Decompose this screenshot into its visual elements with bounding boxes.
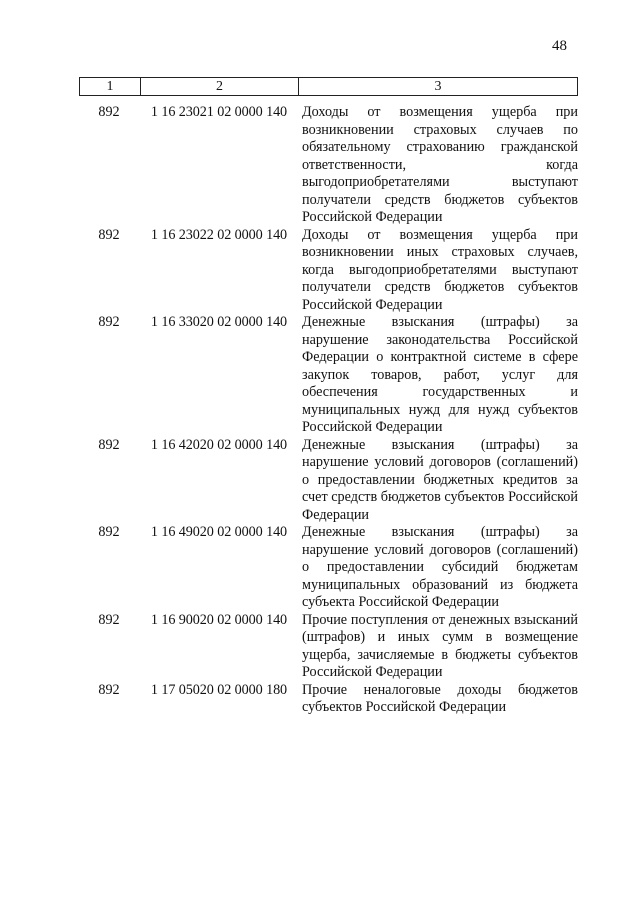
admin-code: 892 [98, 681, 120, 698]
income-description: Доходы от возмещения ущерба при возникновении иных страховых случаев, когда выгодоприобретателями выступают получатели средств бюджетов субъектов Российской Федерации [302, 226, 578, 313]
budget-classification-code: 1 17 05020 02 0000 180 [150, 681, 288, 698]
admin-code: 892 [98, 104, 120, 120]
table-row [79, 612, 578, 682]
table-row [79, 682, 578, 717]
admin-code: 892 [98, 524, 120, 540]
table-row [79, 104, 578, 227]
income-description: Доходы от возмещения ущерба при возникновении страховых случаев по обязательному страхованию гражданской ответственности, когда выгодоприобретателями выступают получатели средств бюджетов субъектов Российской Федерации [302, 104, 578, 225]
admin-code: 892 [98, 226, 120, 243]
table-body [79, 104, 578, 717]
column-header-2: 2 [141, 78, 299, 96]
page-number: 48 [552, 38, 567, 54]
admin-code: 892 [98, 611, 120, 628]
admin-code: 892 [98, 314, 120, 330]
income-description: Денежные взыскания (штрафы) за нарушение законодательства Российской Федерации о контрактной системе в сфере закупок товаров, работ, услуг для обеспечения государственных и муниципальных нужд для нужд субъектов Российской Федерации [302, 314, 578, 435]
budget-classification-code: 1 16 33020 02 0000 140 [150, 314, 288, 330]
budget-classification-code: 1 16 49020 02 0000 140 [150, 524, 288, 540]
admin-code: 892 [98, 436, 120, 453]
table-row [79, 314, 578, 437]
column-header-1: 1 [80, 78, 141, 96]
table-row [79, 524, 578, 612]
income-description: Денежные взыскания (штрафы) за нарушение условий договоров (соглашений) о предоставлении бюджетных кредитов за счет средств бюджетов субъектов Российской Федерации [302, 436, 578, 523]
column-header-row [80, 78, 578, 96]
income-description: Денежные взыскания (штрафы) за нарушение условий договоров (соглашений) о предоставлении субсидий бюджетам муниципальных образований из бюджета субъекта Российской Федерации [302, 524, 578, 610]
budget-classification-code: 1 16 23022 02 0000 140 [150, 226, 288, 243]
budget-classification-code: 1 16 90020 02 0000 140 [150, 611, 288, 628]
income-description: Прочие неналоговые доходы бюджетов субъектов Российской Федерации [302, 681, 578, 715]
budget-classification-code: 1 16 23021 02 0000 140 [150, 104, 288, 120]
income-description: Прочие поступления от денежных взысканий (штрафов) и иных сумм в возмещение ущерба, зачисляемые в бюджеты субъектов Российской Федерации [302, 611, 578, 680]
table-row [79, 437, 578, 525]
budget-classification-code: 1 16 42020 02 0000 140 [150, 436, 288, 453]
table-row [79, 227, 578, 315]
column-header-table [79, 77, 578, 96]
column-header-3: 3 [299, 78, 578, 96]
